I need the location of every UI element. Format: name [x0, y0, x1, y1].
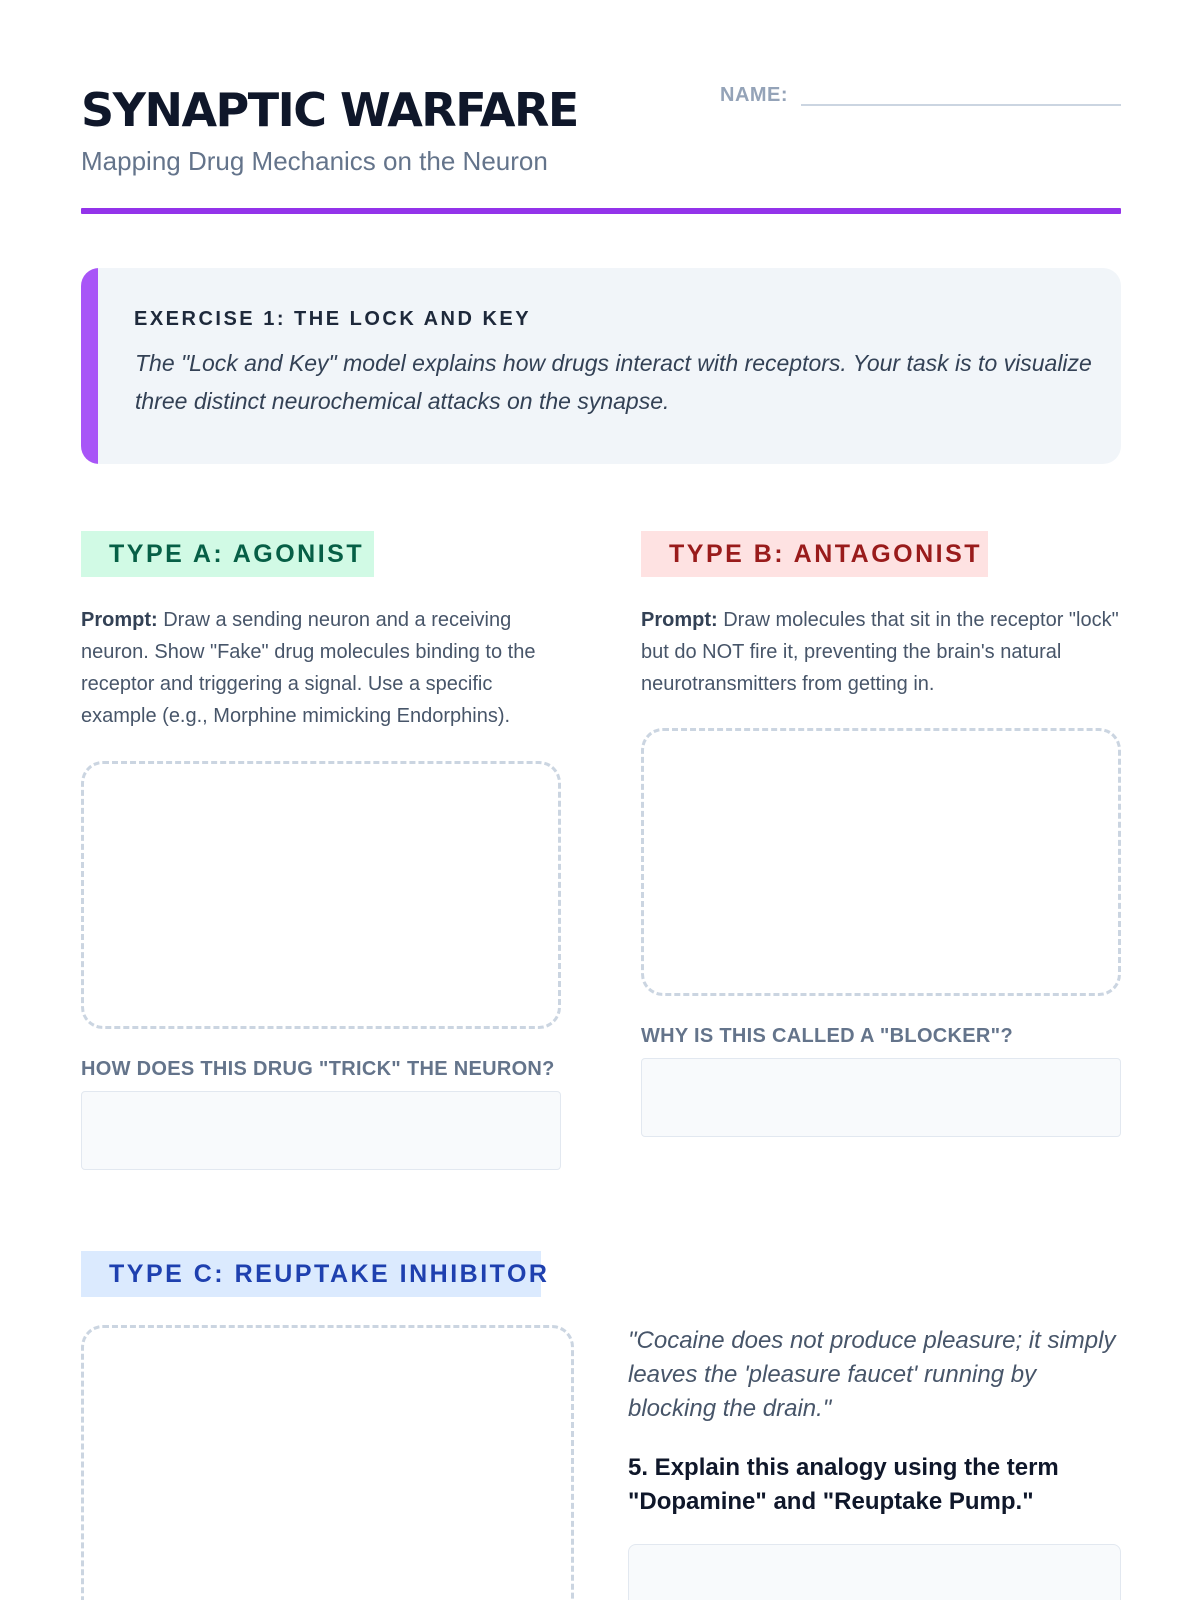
type-b-drawing-area[interactable] — [641, 728, 1121, 996]
callout-accent-bar — [81, 268, 98, 464]
type-a-prompt-label: Prompt: — [81, 609, 158, 631]
type-c-tag: TYPE C: REUPTAKE INHIBITOR — [81, 1251, 541, 1297]
type-a-answer-field[interactable] — [81, 1091, 561, 1170]
exercise-description: The "Lock and Key" model explains how drugs interact with receptors. Your task is to visualize three distinct neurochemical attacks on the synapse. — [135, 350, 1092, 414]
exercise-callout — [81, 268, 1121, 464]
worksheet-header — [81, 80, 1121, 215]
type-b-answer-field[interactable] — [641, 1058, 1121, 1137]
page-subtitle: Mapping Drug Mechanics on the Neuron — [81, 146, 548, 176]
type-b-prompt-label: Prompt: — [641, 609, 718, 631]
header-divider — [81, 208, 1121, 214]
name-label: NAME: — [720, 84, 789, 106]
type-c-question: 5. Explain this analogy using the term "Dopamine" and "Reuptake Pump." — [628, 1454, 1059, 1515]
type-c-quote: "Cocaine does not produce pleasure; it simply leaves the 'pleasure faucet' running by blocking the drain." — [628, 1327, 1116, 1422]
type-b-prompt — [641, 604, 1121, 700]
type-a-prompt-text: Draw a sending neuron and a receiving neuron. Show "Fake" drug molecules binding to the receptor and triggering a signal. Use a specific example (e.g., Morphine mimicking Endorphins). — [81, 609, 536, 727]
type-b-question: WHY IS THIS CALLED A "BLOCKER"? — [641, 1025, 1013, 1047]
type-a-drawing-area[interactable] — [81, 761, 561, 1029]
type-c-drawing-area[interactable] — [81, 1325, 574, 1600]
type-b-tag: TYPE B: ANTAGONIST — [641, 531, 988, 577]
exercise-heading: EXERCISE 1: THE LOCK AND KEY — [134, 308, 532, 330]
name-field-line[interactable] — [801, 104, 1121, 106]
type-b-prompt-text: Draw molecules that sit in the receptor "lock" but do NOT fire it, preventing the brain's natural neurotransmitters from getting in. — [641, 609, 1119, 695]
type-c-answer-field[interactable] — [628, 1544, 1121, 1600]
type-a-question: HOW DOES THIS DRUG "TRICK" THE NEURON? — [81, 1058, 555, 1080]
type-a-prompt — [81, 604, 561, 732]
page-title: SYNAPTIC WARFARE — [81, 83, 578, 137]
type-a-tag: TYPE A: AGONIST — [81, 531, 374, 577]
